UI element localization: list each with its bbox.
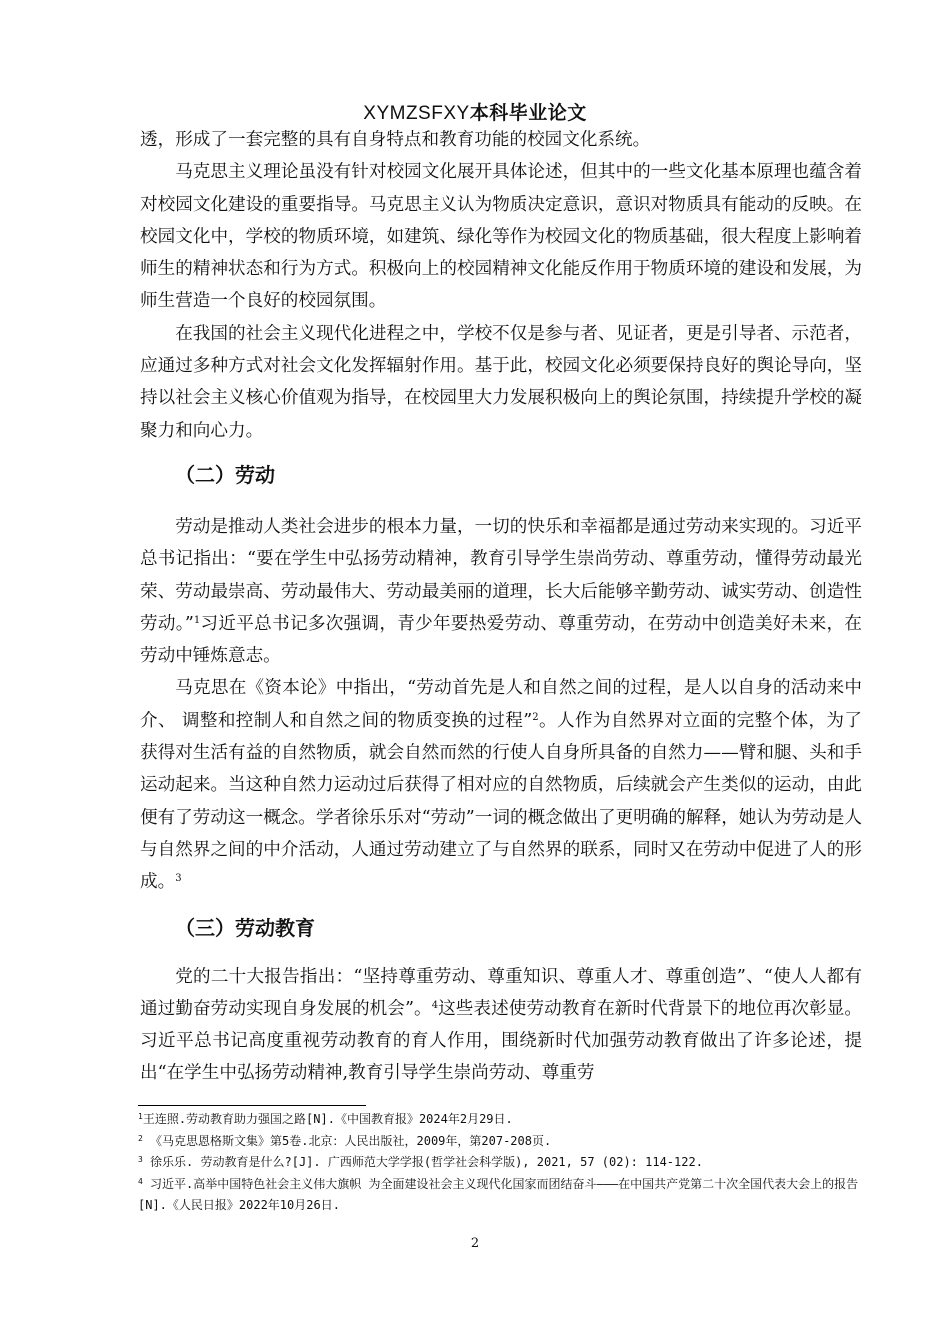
footnote-ref-2[interactable]: 2 — [532, 711, 539, 723]
footnote-ref-1[interactable]: 1 — [193, 614, 201, 626]
section-heading-labor: （二）劳动 — [175, 462, 275, 487]
paragraph-labor-1 — [140, 511, 862, 672]
footnote-text: 王连照.劳动教育助力强国之路[N].《中国教育报》2024年2月29日. — [142, 1112, 513, 1126]
footnote-number: 1 — [138, 1112, 143, 1121]
paragraph-labor-2 — [140, 672, 862, 898]
footnote-text: 徐乐乐. 劳动教育是什么?[J]. 广西师范大学学报(哲学社会科学版), 2021, 57 (02): 114-122. — [142, 1155, 703, 1169]
paragraph-labor-1-part-b: 习近平总书记多次强调，青少年要热爱劳动、尊重劳动，在劳动中创造美好未来，在劳动中锤炼意志。 — [140, 613, 862, 667]
paragraph-labor-education — [140, 961, 862, 1090]
paragraph-labor-2-part-a: 马克思在《资本论》中指出，“劳动首先是人和自然之间的过程，是人以自身的活动来中介、 调整和控制人和自然之间的物质变换的过程” — [140, 678, 862, 731]
header-code: XYMZSFXY — [363, 103, 470, 124]
page-number: 2 — [470, 1236, 480, 1251]
footnote-text: 习近平.高举中国特色社会主义伟大旗帜 为全面建设社会主义现代化国家而团结奋斗———在中国共产党第二十次全国代表大会上的报告[N].《人民日报》2022年10月26日. — [138, 1176, 859, 1212]
section-heading-labor-education: （三）劳动教育 — [175, 915, 315, 940]
body-text — [140, 124, 862, 1090]
paragraph-labor-education-part-a: 党的二十大报告指出：“坚持尊重劳动、尊重知识、尊重人才、尊重创造”、“使人人都有通过勤奋劳动实现自身发展的机会”。 — [140, 966, 862, 1019]
footnote-ref-3[interactable]: 3 — [175, 873, 182, 885]
footnote-item — [138, 1152, 860, 1174]
footnote-item — [138, 1131, 860, 1153]
footnote-item — [138, 1174, 860, 1217]
footnotes — [138, 1109, 860, 1217]
header-title: 本科毕业论文 — [469, 102, 587, 124]
page-header — [0, 98, 950, 125]
footnote-number: 3 — [138, 1155, 143, 1164]
footnote-text: 《马克思恩格斯文集》第5卷.北京：人民出版社，2009年，第207-208页. — [142, 1133, 552, 1148]
paragraph-marxism: 马克思主义理论虽没有针对校园文化展开具体论述，但其中的一些文化基本原理也蕴含着对校园文化建设的重要指导。马克思主义认为物质决定意识，意识对物质具有能动的反映。在校园文化中，学校的物质环境，如建筑、绿化等作为校园文化的物质基础，很大程度上影响着师生的精神状态和行为方式。积极向上的校园精神文化能反作用于物质环境的建设和发展，为师生营造一个良好的校园氛围。 — [140, 162, 862, 312]
paragraph-socialism: 在我国的社会主义现代化进程之中，学校不仅是参与者、见证者，更是引导者、示范者，应通过多种方式对社会文化发挥辐射作用。基于此，校园文化必须要保持良好的舆论导向，坚持以社会主义核心价值观为指导，在校园里大力发展积极向上的舆论氛围，持续提升学校的凝聚力和向心力。 — [140, 323, 862, 441]
footnote-item — [138, 1109, 860, 1131]
paragraph-labor-2-part-b: 。人作为自然界对立面的完整个体，为了获得对生活有益的自然物质，就会自然而然的行使人自身所具备的自然力——臂和腿、头和手运动起来。当这种自然力运动过后获得了相对应的自然物质，后续就会产生类似的运动，由此便有了劳动这一概念。学者徐乐乐对“劳动”一词的概念做出了更明确的解释，她认为劳动是人与自然界之间的中介活动，人通过劳动建立了与自然界的联系，同时又在劳动中促进了人的形成。 — [140, 710, 862, 893]
paragraph-labor-1-part-a: 劳动是推动人类社会进步的根本力量，一切的快乐和幸福都是通过劳动来实现的。习近平总书记指出：“要在学生中弘扬劳动精神，教育引导学生崇尚劳动、尊重劳动，懂得劳动最光荣、劳动最崇高、劳动最伟大、劳动最美丽的道理，长大后能够辛勤劳动、诚实劳动、创造性劳动。” — [140, 516, 862, 634]
footnote-number: 4 — [138, 1176, 143, 1186]
paragraph-continuation: 透，形成了一套完整的具有自身特点和教育功能的校园文化系统。 — [140, 130, 651, 150]
footnote-ref-4[interactable]: 4 — [431, 999, 439, 1011]
footnote-number: 2 — [138, 1133, 143, 1143]
footnote-separator — [138, 1105, 366, 1106]
paragraph-labor-education-part-b: 这些表述使劳动教育在新时代背景下的地位再次彰显。习近平总书记高度重视劳动教育的育人作用，围绕新时代加强劳动教育做出了许多论述，提出“在学生中弘扬劳动精神,教育引导学生崇尚劳动、尊重劳 — [140, 998, 862, 1084]
